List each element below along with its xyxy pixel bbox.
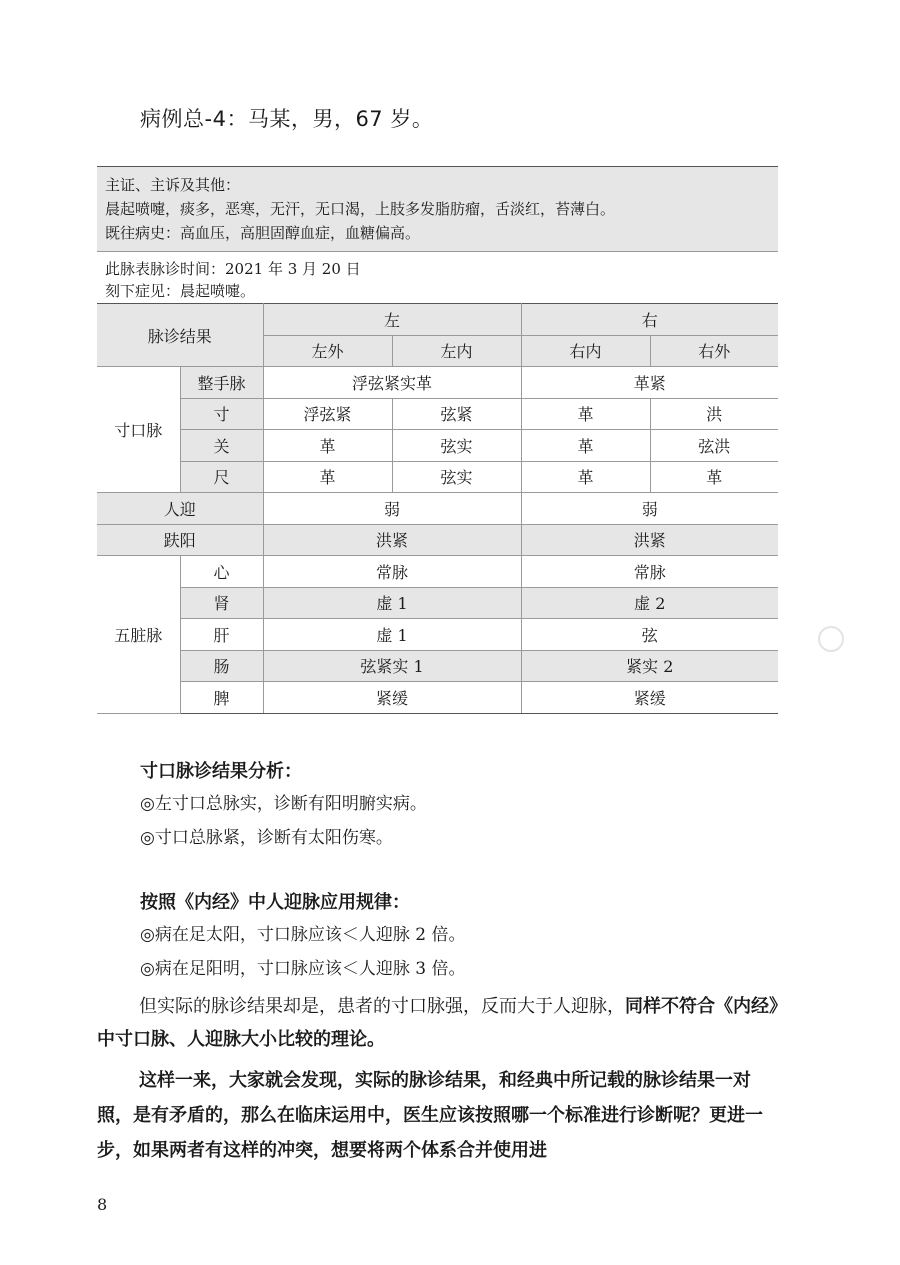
table-cell: 弱 (263, 493, 521, 525)
table-cell: 革 (263, 461, 392, 493)
cunkou-label: 寸口脉 (97, 367, 180, 493)
row-label: 肝 (180, 619, 263, 651)
wuzang-label: 五脏脉 (97, 556, 180, 714)
row-label: 趺阳 (97, 524, 263, 556)
table-cell: 弦实 (392, 461, 521, 493)
row-label: 尺 (180, 461, 263, 493)
table-cell: 紧实 2 (521, 650, 778, 682)
table-cell: 浮弦紧 (263, 398, 392, 430)
table-cell: 洪紧 (263, 524, 521, 556)
watermark-stamp-icon (818, 626, 844, 652)
symptoms-text: 晨起喷嚏，痰多，恶寒，无汗，无口渴，上肢多发脂肪瘤，舌淡红，苔薄白。 (105, 200, 616, 218)
analysis-section-1 (140, 757, 427, 855)
table-cell: 革 (521, 398, 650, 430)
result-header: 脉诊结果 (97, 304, 263, 367)
row-label: 寸 (180, 398, 263, 430)
case-title: 病例总-4：马某，男，67 岁。 (140, 107, 434, 131)
row-label: 脾 (180, 682, 263, 714)
table-cell: 革 (521, 461, 650, 493)
table-row (97, 556, 778, 588)
analysis-1-line: ◎寸口总脉紧，诊断有太阳伤寒。 (140, 828, 393, 848)
table-cell: 虚 2 (521, 587, 778, 619)
table-row (97, 493, 778, 525)
table-row (97, 430, 778, 462)
analysis-1-line: ◎左寸口总脉实，诊断有阳明腑实病。 (140, 794, 427, 814)
chief-complaint-section (97, 166, 778, 251)
analysis-2-line: ◎病在足太阳，寸口脉应该＜人迎脉 2 倍。 (140, 925, 466, 945)
row-label: 关 (180, 430, 263, 462)
right-outer-header: 右外 (650, 335, 778, 367)
case-info-box (97, 166, 778, 306)
analysis-section-2 (140, 888, 465, 986)
table-cell: 常脉 (263, 556, 521, 588)
pulse-table (97, 303, 778, 714)
table-cell: 洪紧 (521, 524, 778, 556)
analysis-2-line: ◎病在足阳明，寸口脉应该＜人迎脉 3 倍。 (140, 959, 466, 979)
table-cell: 虚 1 (263, 619, 521, 651)
row-label: 人迎 (97, 493, 263, 525)
table-cell: 革紧 (521, 367, 778, 399)
table-cell: 革 (650, 461, 778, 493)
table-row (97, 461, 778, 493)
table-row (97, 398, 778, 430)
complaint-heading: 主证、主诉及其他： (105, 176, 241, 194)
table-cell: 洪 (650, 398, 778, 430)
left-inner-header: 左内 (392, 335, 521, 367)
table-cell: 弦洪 (650, 430, 778, 462)
current-symptoms: 刻下症见：晨起喷嚏。 (105, 282, 256, 300)
paragraph-1-part-a: 但实际的脉诊结果却是，患者的寸口脉强，反而大于人迎脉， (139, 996, 625, 1017)
row-label: 肾 (180, 587, 263, 619)
table-cell: 弦紧 (392, 398, 521, 430)
right-inner-header: 右内 (521, 335, 650, 367)
body-paragraph-1 (97, 990, 778, 1056)
table-cell: 紧缓 (521, 682, 778, 714)
table-cell: 弦实 (392, 430, 521, 462)
left-outer-header: 左外 (263, 335, 392, 367)
exam-section (97, 251, 778, 306)
table-cell: 浮弦紧实革 (263, 367, 521, 399)
table-cell: 紧缓 (263, 682, 521, 714)
table-cell: 常脉 (521, 556, 778, 588)
table-cell: 弦 (521, 619, 778, 651)
row-label: 心 (180, 556, 263, 588)
paragraph-1-part-b: 同样不符合《内经》中寸口脉、人迎脉大小比较的理论。 (97, 996, 778, 1050)
medical-history: 既往病史：高血压，高胆固醇血症，血糖偏高。 (105, 224, 421, 242)
table-row (97, 619, 778, 651)
table-row (97, 650, 778, 682)
analysis-1-title: 寸口脉诊结果分析： (140, 761, 302, 782)
analysis-2-title: 按照《内经》中人迎脉应用规律： (140, 892, 410, 913)
table-row (97, 587, 778, 619)
table-cell: 革 (263, 430, 392, 462)
row-label: 整手脉 (180, 367, 263, 399)
table-cell: 弱 (521, 493, 778, 525)
table-row (97, 682, 778, 714)
body-paragraph-2: 这样一来，大家就会发现，实际的脉诊结果，和经典中所记载的脉诊结果一对照，是有矛盾的，那么在临床运用中，医生应该按照哪一个标准进行诊断呢？更进一步，如果两者有这样的冲突，想要将两个体系合并使用进 (97, 1070, 763, 1161)
exam-time: 此脉表脉诊时间：2021 年 3 月 20 日 (105, 260, 361, 278)
left-header: 左 (263, 304, 521, 336)
table-cell: 弦紧实 1 (263, 650, 521, 682)
right-header: 右 (521, 304, 778, 336)
page-number: 8 (97, 1195, 108, 1214)
table-row (97, 367, 778, 399)
table-cell: 虚 1 (263, 587, 521, 619)
row-label: 肠 (180, 650, 263, 682)
table-cell: 革 (521, 430, 650, 462)
table-row (97, 524, 778, 556)
